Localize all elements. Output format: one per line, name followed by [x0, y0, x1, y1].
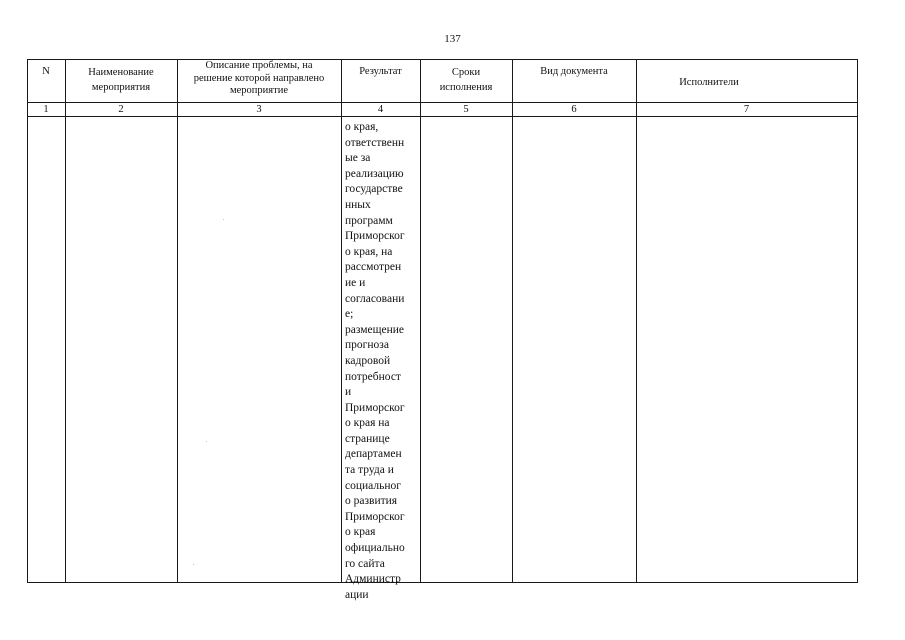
result-line: нных: [345, 198, 371, 211]
header-problem-description: [177, 60, 341, 98]
header-problem-description-line-2: решение которой направлено: [193, 72, 325, 84]
result-line: официально: [345, 542, 405, 555]
header-deadlines-line-1: Сроки: [451, 67, 481, 78]
result-line: о края, на: [345, 245, 393, 258]
result-line: ие и: [345, 276, 366, 289]
header-result: Результат: [359, 66, 402, 77]
result-line: социальног: [345, 479, 401, 492]
header-deadlines: [420, 65, 512, 95]
result-line: го сайта: [345, 557, 385, 570]
result-line: реализацию: [345, 167, 404, 180]
column-number-6: 6: [571, 104, 577, 115]
result-line: прогноза: [345, 339, 389, 352]
result-line: о края,: [345, 121, 379, 133]
result-line: е;: [345, 308, 354, 321]
result-line: о развития: [345, 495, 398, 508]
column-number-2: 2: [118, 104, 124, 115]
header-problem-description-line-1: Описание проблемы, на: [205, 60, 313, 71]
result-line: та труда и: [345, 464, 394, 477]
result-line: Приморског: [345, 230, 405, 243]
column-divider-6: [636, 59, 637, 583]
result-cell-text: [345, 120, 420, 603]
header-number: N: [42, 66, 50, 77]
result-line: кадровой: [345, 354, 391, 367]
header-document-type: Вид документа: [540, 66, 608, 77]
column-number-7: 7: [743, 104, 750, 115]
result-line: Приморског: [345, 510, 405, 523]
table-border-right: [857, 59, 858, 583]
result-line: согласовани: [345, 292, 405, 305]
header-executors: Исполнители: [679, 77, 739, 88]
header-problem-description-line-3: мероприятие: [230, 85, 288, 96]
result-line: государстве: [345, 183, 403, 196]
result-line: департамен: [345, 448, 402, 461]
column-divider-1: [65, 59, 66, 583]
result-line: о края: [345, 526, 376, 539]
measures-table: [27, 59, 858, 601]
column-divider-3: [341, 59, 342, 583]
column-number-5: 5: [463, 104, 469, 115]
header-deadlines-line-2: исполнения: [439, 82, 493, 93]
result-line: ые за: [345, 152, 371, 165]
header-measure-name-line-2: мероприятия: [91, 82, 151, 93]
result-line: странице: [345, 432, 390, 445]
result-line: программ: [345, 214, 393, 227]
result-line: Администр: [345, 573, 401, 586]
result-line: Приморског: [345, 401, 405, 414]
column-divider-4: [420, 59, 421, 583]
header-measure-name-line-1: Наименование: [88, 67, 154, 78]
scan-speck: [193, 564, 194, 565]
table-border-left: [27, 59, 28, 583]
result-line: ации: [345, 588, 369, 601]
table-border-top: [27, 59, 858, 60]
scan-speck: [223, 219, 224, 220]
scan-speck: [206, 441, 207, 442]
result-line: и: [345, 386, 352, 399]
page-number: 137: [444, 33, 461, 45]
column-number-4: 4: [377, 104, 384, 115]
result-line: размещение: [345, 323, 404, 336]
column-divider-2: [177, 59, 178, 583]
table-border-bottom: [27, 582, 858, 583]
result-line: потребност: [345, 370, 401, 383]
column-number-3: 3: [256, 104, 262, 115]
column-divider-5: [512, 59, 513, 583]
column-number-1: 1: [43, 104, 49, 115]
result-line: ответственн: [345, 136, 405, 149]
number-row-bottom-line: [27, 116, 858, 117]
result-line: рассмотрен: [345, 261, 402, 274]
header-measure-name: [65, 65, 177, 95]
result-line: о края на: [345, 417, 390, 430]
